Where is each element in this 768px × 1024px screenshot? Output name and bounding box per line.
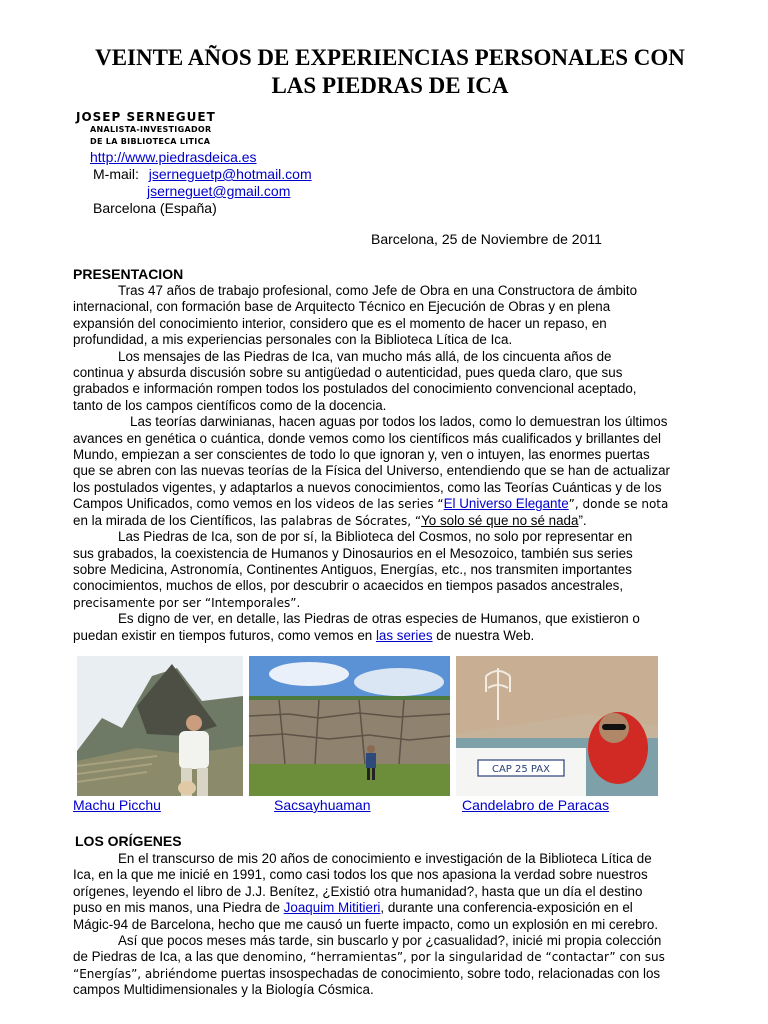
text-line [73,496,713,512]
mititieri-link[interactable]: Joaquim Mititieri [283,900,381,916]
text-segment: ”, donde se nota [568,497,669,512]
text-line: Los mensajes de las Piedras de Ica, van mucho más allá, de los cincuenta años de [118,348,612,364]
text-line: que se abren con las nuevas teorías de la Física del Universo, entendiendo que se han de actualizar [73,463,671,479]
text-line: En el transcurso de mis 20 años de conocimiento e investigación de la Biblioteca Lítica de [118,851,652,866]
text-segment: las palabras de Sócrates, “ [259,513,422,528]
website-link[interactable]: http://www.piedrasdeica.es [90,149,257,165]
text-line: grabados e información rompen todos los postulados del conocimiento convencional aceptado, [73,381,637,397]
text-segment: en la mirada de los Científicos, [73,512,257,528]
origenes-body [73,851,713,999]
author-name: JOSEP SERNEGUET [76,110,216,124]
email-link-2[interactable]: jserneguet@gmail.com [147,183,291,199]
text-line: Es digno de ver, en detalle, las Piedras de otras especies de Humanos, que existieron o [118,611,640,627]
text-line: Mágic-94 de Barcelona, hecho que me causó un fuerte impacto, como un explosión en mi cerebro. [73,916,659,932]
text-line [73,966,713,982]
text-line [73,900,713,916]
text-line: profundidad, a mis experiencias personales con la Biblioteca Lítica de Ica. [73,332,513,348]
section-heading-origenes: LOS ORÍGENES [75,833,182,849]
document-date: Barcelona, 25 de Noviembre de 2011 [371,231,602,247]
title-line-2: LAS PIEDRAS DE ICA [271,73,509,98]
text-segment: puso en mis manos, una Piedra de [73,900,280,916]
text-line [73,513,713,529]
text-line: los postulados vigentes, y adaptarlos a nuevos conocimientos, como las Teorías Cuánticas y de los [73,479,662,495]
text-line [73,949,713,965]
text-line: orígenes, leyendo el libro de J.J. Benítez, ¿Existió otra humanidad?, hasta que un día el destino [73,883,643,899]
universo-elegante-link[interactable]: El Universo Elegante [443,496,569,512]
text-line: sus grabados, la coexistencia de Humanos y Dinosaurios en el Mesozoico, también sus series [73,545,633,561]
text-line: sobre Medicina, Astronomía, Continentes Antiguos, Energías, etc., nos transmiten importantes [73,561,632,577]
text-line [73,628,713,644]
text-line: precisamente por ser “Intemporales”. [73,595,301,610]
caption-candelabro-link[interactable]: Candelabro de Paracas [462,797,610,813]
text-line: conocimientos, muchos de ellos, por descubrir o acaecidos en tiempos pasados ancestrales, [73,578,624,594]
photo-machu-picchu [77,656,243,796]
text-line: Las Piedras de Ica, son de por sí, la Biblioteca del Cosmos, no solo por representar en [118,529,633,545]
las-series-link[interactable]: las series [375,627,433,643]
text-segment: videos de las series “ [315,497,444,512]
text-line: Ica, en la que me inicié en 1991, como casi todos los que nos apasiona la verdad sobre nuestros [73,867,648,883]
text-line: expansión del conocimiento interior, considero que es el momento de hacer un repaso, en [73,315,607,331]
text-line: tanto de los campos científicos como de la docencia. [73,397,387,413]
document-title [60,44,720,100]
caption-sacsayhuaman-link[interactable]: Sacsayhuaman [274,797,371,813]
author-role-2: DE LA BIBLIOTECA LITICA [90,137,211,146]
text-line: avances en genética o cuántica, donde vemos como los científicos más cualificados y brillantes del [73,430,662,446]
text-line: continua y absurda discusión sobre su antigüedad o autenticidad, pues queda claro, que sus [73,365,623,381]
text-line: Las teorías darwinianas, hacen aguas por todos los lados, como lo demuestran los últimos [130,414,668,430]
author-role-1: ANALISTA-INVESTIGADOR [90,125,212,134]
photo-sacsayhuaman [249,656,450,796]
text-segment: de nuestra Web. [436,627,535,643]
text-segment: Campos Unificados, como vemos en los [73,496,312,512]
text-segment: puertas insospechadas de conocimiento, sobre todo, relacionadas con los [217,965,661,981]
text-segment: , durante una conferencia-exposición en el [380,900,633,916]
location-text: Barcelona (España) [93,200,217,216]
socrates-quote: Yo solo sé que no sé nada [421,512,579,528]
text-segment: de Piedras de Ica, a las que [73,949,240,965]
caption-machu-picchu-link[interactable]: Machu Picchu [73,797,161,813]
presentacion-body [73,283,713,644]
text-segment: puedan existir en tiempos futuros, como vemos en [73,627,373,643]
photo-candelabro-paracas [456,656,658,796]
title-line-1: VEINTE AÑOS DE EXPERIENCIAS PERSONALES CON [95,45,685,70]
email-link-1[interactable]: jserneguetp@hotmail.com [148,166,312,182]
mail-label: M-mail: [93,166,139,182]
boat-label: CAP 25 PAX [491,764,551,775]
text-line: Tras 47 años de trabajo profesional, como Jefe de Obra en una Constructora de ámbito [118,283,638,298]
text-line: Así que pocos meses más tarde, sin buscarlo y por ¿casualidad?, inicié mi propia colección [118,933,662,949]
text-segment: denomino, “herramientas”, por la singularidad de “contactar” con sus [242,950,665,965]
text-line: campos Multidimensionales y la Biología Cósmica. [73,982,374,998]
text-line: internacional, con formación base de Arquitecto Técnico en Ejecución de Obras y en plena [73,299,611,315]
text-segment: ”. [578,512,587,528]
text-line: Mundo, empiezan a ser conscientes de todo lo que ignoran y, ven o intuyen, las enormes puertas [73,447,650,463]
section-heading-presentacion: PRESENTACION [73,266,184,282]
text-segment: “Energías”, abriéndome [73,966,218,981]
